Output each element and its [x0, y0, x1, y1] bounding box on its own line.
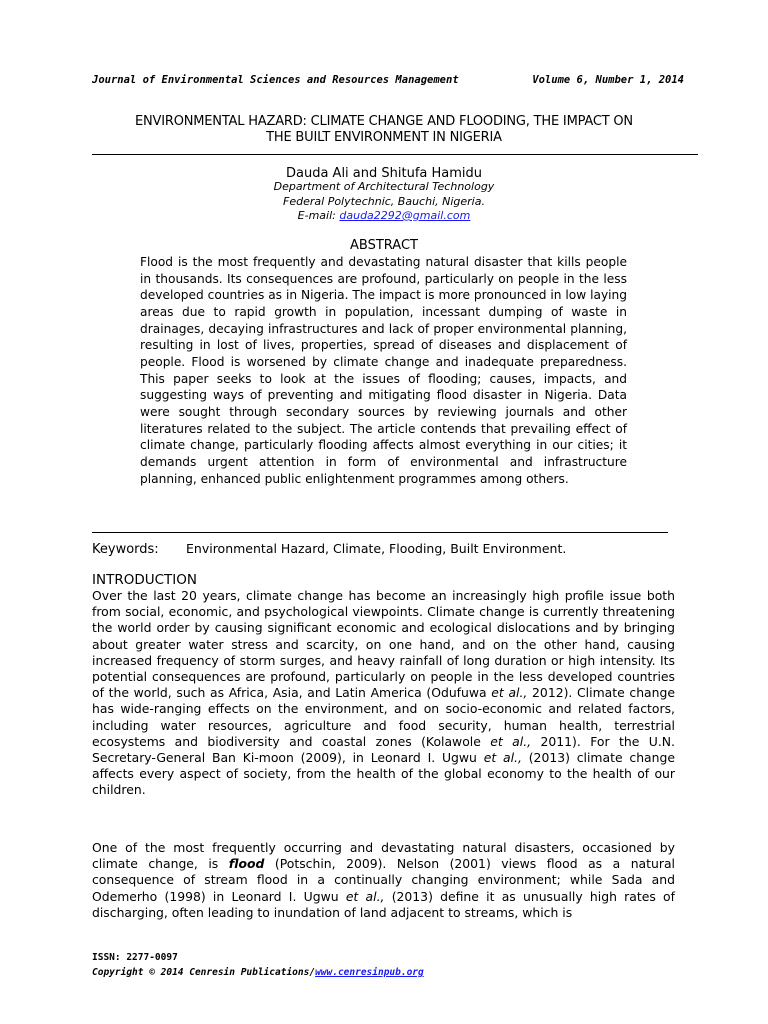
p2-part-a: One of the most frequently occurring and devastating natural disasters, occasioned by climate change, is: [92, 840, 675, 872]
p1-etal-1: et al.,: [491, 685, 528, 701]
keywords-text: Environmental Hazard, Climate, Flooding, Built Environment.: [186, 541, 567, 556]
copyright-line: [92, 965, 424, 980]
p1-part-d: (2013) climate change affects every aspect of society, from the health of the global economy to the health of our children.: [92, 750, 675, 798]
abstract-heading: ABSTRACT: [350, 238, 418, 253]
abstract-text: Flood is the most frequently and devastating natural disaster that kills people in thousands. Its consequences are profound, particularly on people in the less developed countries as in Nigeria. The impact is more pronounced in low laying areas due to rapid growth in population, incessant dumping of waste in drainages, decaying infrastructures and lack of proper environmental planning, resulting in lost of lives, properties, spread of diseases and displacement of people. Flood is worsened by climate change and inadequate preparedness. This paper seeks to look at the issues of flooding; causes, impacts, and suggesting ways of preventing and mitigating flood disaster in Nigeria. Data were sought through secondary sources by reviewing journals and other literatures related to the subject. The article contends that prevailing effect of climate change, particularly flooding affects almost everything in our cities; it demands urgent attention in form of environmental and infrastructure planning, enhanced public enlightenment programmes among others.: [140, 255, 627, 486]
title-line-1: ENVIRONMENTAL HAZARD: CLIMATE CHANGE AND FLOODING, THE IMPACT ON: [135, 114, 633, 129]
email-link[interactable]: dauda2292@gmail.com: [339, 209, 471, 222]
publisher-link[interactable]: www.cenresinpub.org: [315, 967, 424, 978]
journal-name: Journal of Environmental Sciences and Resources Management: [92, 74, 459, 86]
p2-part-b: (Potschin, 2009). Nelson (2001) views flood as a natural consequence of stream flood in a continually changing environment; while Sada and Odemerho (1998) in Leonard I. Ugwu: [92, 856, 675, 904]
p1-part-b: 2012). Climate change has wide-ranging effects on the environment, and on socio-economic and related factors, including water resources, agriculture and food security, human health, terrestrial ecosystems and biodiversity and coastal zones (Kolawole: [92, 685, 675, 749]
p1-etal-3: et al.,: [483, 750, 522, 766]
abstract-divider: [92, 532, 668, 533]
p1-etal-2: et al.,: [490, 733, 532, 749]
copyright-text: Copyright © 2014 Cenresin Publications/: [92, 967, 316, 978]
email-line: [80, 209, 688, 224]
institution: Federal Polytechnic, Bauchi, Nigeria.: [283, 194, 485, 208]
intro-paragraph-1: [92, 588, 675, 799]
p2-etal: et al.,: [345, 888, 385, 904]
issn: ISSN: 2277-0097: [92, 952, 178, 963]
paper-title: [80, 114, 688, 146]
title-divider: [92, 154, 698, 155]
keywords-line: [92, 541, 692, 557]
introduction-heading: INTRODUCTION: [92, 572, 197, 588]
authors: Dauda Ali and Shitufa Hamidu: [285, 166, 483, 181]
running-header: [92, 74, 684, 90]
affiliation: [80, 180, 688, 224]
department: Department of Architectural Technology: [273, 180, 495, 193]
p2-part-c: (2013) define it as unusually high rates of discharging, often leading to inundation of land adjacent to streams, which is: [92, 888, 675, 920]
title-line-2: THE BUILT ENVIRONMENT IN NIGERIA: [266, 130, 502, 145]
intro-paragraph-2: [92, 840, 675, 921]
email-label: E-mail:: [297, 209, 336, 222]
volume-info: Volume 6, Number 1, 2014: [532, 74, 684, 86]
keywords-label: Keywords:: [92, 542, 159, 557]
page-footer: [92, 950, 424, 980]
p1-part-c: 2011). For the U.N. Secretary-General Ban Ki-moon (2009), in Leonard I. Ugwu: [92, 733, 675, 766]
p2-flood-term: flood: [228, 856, 265, 872]
p1-part-a: Over the last 20 years, climate change has become an increasingly high profile issue both from social, economic, and psychological viewpoints. Climate change is currently threatening the world order by causing significant economic and ecological dislocations and by bringing about greater water stress and scarcity, on one hand, and on the other hand, causing increased frequency of storm surges, and heavy rainfall of long duration or high intensity. Its potential consequences are profound, particularly on people in the less developed countries of the world, such as Africa, Asia, and Latin America (Odufuwa: [92, 588, 675, 701]
